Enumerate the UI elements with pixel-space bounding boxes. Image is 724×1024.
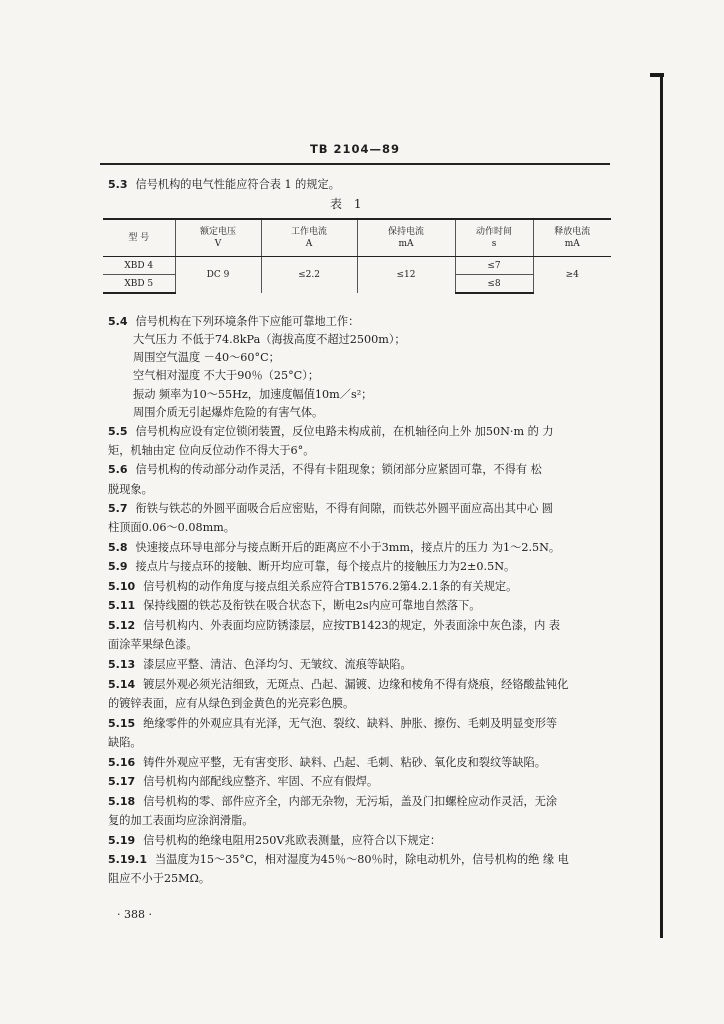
clause-5-13: 5.13 漆层应平整、清洁、色泽均匀、无皱纹、流痕等缺陷。: [108, 658, 412, 671]
clause-5-12-cont: 面涂苹果绿色漆。: [108, 638, 198, 651]
table-header-row: [103, 219, 611, 257]
header-hold-current: 保持电流 mA: [357, 219, 455, 257]
header-model: 型 号: [103, 219, 175, 257]
table-row: [103, 257, 611, 275]
header-action-time: 动作时间 s: [455, 219, 533, 257]
clause-5-16: 5.16 铸件外观应平整，无有害变形、缺料、凸起、毛刺、粘砂、氧化皮和裂纹等缺陷。: [108, 756, 546, 769]
table-caption: 表 1: [330, 197, 366, 211]
clause-5-7: 5.7 衔铁与铁芯的外圆平面吸合后应密贴，不得有间隙，而铁芯外圆平面应高出其中心 圆: [108, 502, 553, 515]
cell-hold-current: ≤12: [357, 257, 455, 294]
clause-5-14: 5.14 镀层外观必须光洁细致，无斑点、凸起、漏镀、边缘和棱角不得有烧痕，经铬酸盐钝化: [108, 678, 569, 691]
cell-voltage: DC 9: [175, 257, 261, 294]
clause-5-15: 5.15 绝缘零件的外观应具有光泽，无气泡、裂纹、缺料、肿胀、擦伤、毛刺及明显变形等: [108, 717, 558, 730]
clause-5-12: 5.12 信号机构内、外表面均应防锈漆层，应按TB1423的规定，外表面涂中灰色漆，内 表: [108, 619, 561, 632]
clause-5-14-cont: 的镀锌表面，应有从绿色到金黄色的光亮彩色膜。: [108, 697, 355, 710]
header-rated-voltage: 额定电压 V: [175, 219, 261, 257]
page-number: · 388 ·: [117, 908, 152, 921]
binding-edge-line: [660, 74, 663, 938]
clause-5-4: 5.4 信号机构在下列环境条件下应能可靠地工作：: [108, 315, 360, 328]
clause-5-15-cont: 缺陷。: [108, 736, 142, 749]
clause-5-7-cont: 柱顶面0.06～0.08mm。: [108, 521, 235, 534]
cell-action-time: ≤8: [455, 275, 533, 294]
clause-5-10: 5.10 信号机构的动作角度与接点组关系应符合TB1576.2第4.2.1条的有关规定。: [108, 580, 518, 593]
clause-5-11: 5.11 保持线圈的铁芯及衔铁在吸合状态下，断电2s内应可靠地自然落下。: [108, 599, 481, 612]
cell-action-time: ≤7: [455, 257, 533, 275]
clause-5-3: 5.3 信号机构的电气性能应符合表 1 的规定。: [108, 178, 340, 191]
clause-5-8: 5.8 快速接点环导电部分与接点断开后的距离应不小于3mm，接点片的压力 为1～2.5N。: [108, 541, 561, 554]
clause-5-19-1: 5.19.1 当温度为15～35°C，相对湿度为45％～80％时，除电动机外，信号机构的绝 缘 电: [108, 853, 569, 866]
cell-release-current: ≥4: [533, 257, 611, 294]
clause-5-19-1-cont: 阻应不小于25MΩ。: [108, 872, 211, 885]
env-condition-item: 空气相对湿度 不大于90％（25°C）；: [133, 369, 320, 382]
header-work-current: 工作电流 A: [261, 219, 357, 257]
clause-5-19: 5.19 信号机构的绝缘电阻用250V兆欧表测量，应符合以下规定：: [108, 834, 442, 847]
clause-5-18: 5.18 信号机构的零、部件应齐全，内部无杂物，无污垢，盖及门扣螺栓应动作灵活，无涂: [108, 795, 558, 808]
env-condition-item: 周围空气温度 －40～60°C；: [133, 351, 280, 364]
clause-5-6-cont: 脱现象。: [108, 483, 153, 496]
clause-5-18-cont: 复的加工表面均应涂润滑脂。: [108, 814, 254, 827]
env-condition-item: 大气压力 不低于74.8kPa（海拔高度不超过2500m）；: [133, 333, 406, 346]
clause-5-5-cont: 矩，机轴由定 位向反位动作不得大于6°。: [108, 444, 315, 457]
cell-work-current: ≤2.2: [261, 257, 357, 294]
cell-model: XBD 5: [103, 275, 175, 294]
header-rule: [100, 163, 610, 165]
electrical-spec-table: [103, 218, 611, 294]
env-condition-item: 振动 频率为10～55Hz，加速度幅值10m／s²；: [133, 388, 373, 401]
clause-5-9: 5.9 接点片与接点环的接触、断开均应可靠，每个接点片的接触压力为2±0.5N。: [108, 560, 516, 573]
header-release-current: 释放电流 mA: [533, 219, 611, 257]
clause-5-5: 5.5 信号机构应设有定位锁闭装置，反位电路未构成前，在机轴径向上外 加50N·m 的 力: [108, 425, 554, 438]
clause-5-6: 5.6 信号机构的传动部分动作灵活，不得有卡阻现象；锁闭部分应紧固可靠，不得有 松: [108, 463, 542, 476]
env-condition-item: 周围介质无引起爆炸危险的有害气体。: [133, 406, 324, 419]
standard-header: TB 2104—89: [309, 142, 401, 156]
cell-model: XBD 4: [103, 257, 175, 275]
clause-5-17: 5.17 信号机构内部配线应整齐、牢固、不应有假焊。: [108, 775, 379, 788]
